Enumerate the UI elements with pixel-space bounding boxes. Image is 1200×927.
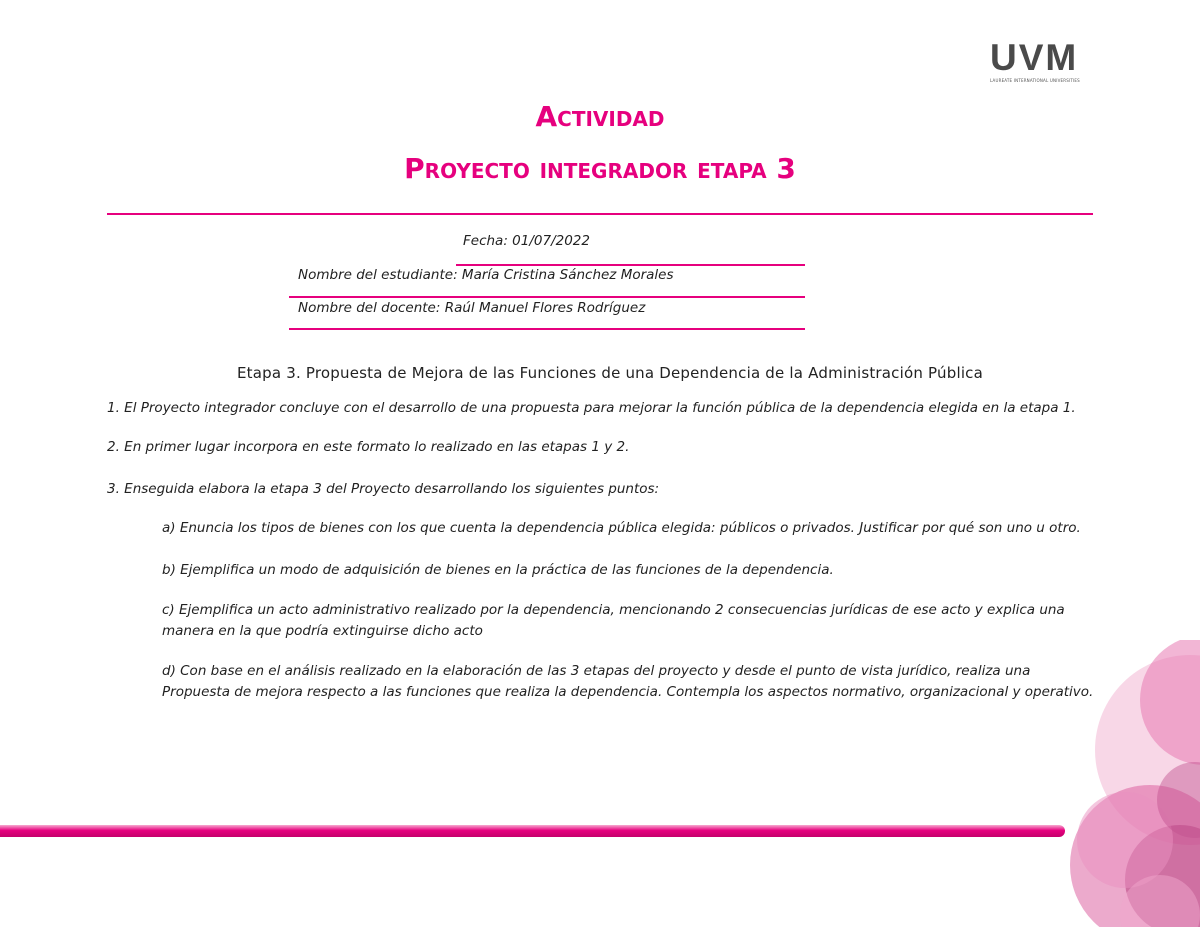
student-underline — [289, 296, 805, 298]
student-name-field: Nombre del estudiante: María Cristina Sánchez Morales — [298, 267, 674, 283]
logo-subtitle: LAUREATE INTERNATIONAL UNIVERSITIES — [990, 78, 1080, 83]
page-title: Actividad — [535, 100, 665, 133]
sub-point-d: d) Con base en el análisis realizado en la elaboración de las 3 etapas del proyecto y desde el punto de vista jurídico, realiza una Propuesta de mejora respecto a las funciones que realiza la dependencia. Contempla los aspectos normativo, organizacional y operativo. — [162, 663, 1094, 700]
footer-accent-bar — [0, 825, 1065, 837]
teacher-underline — [289, 328, 805, 330]
instruction-1: 1. El Proyecto integrador concluye con el desarrollo de una propuesta para mejorar la función pública de la dependencia elegida en la etapa 1. — [107, 400, 1076, 416]
decorative-circles — [1030, 640, 1200, 927]
sub-point-c: c) Ejemplifica un acto administrativo realizado por la dependencia, mencionando 2 consecuencias jurídicas de ese acto y explica una manera en la que podría extinguirse dicho acto — [162, 602, 1065, 639]
title-divider — [107, 213, 1093, 215]
date-underline — [456, 264, 805, 266]
uvm-logo — [990, 37, 1090, 83]
logo-mark: UVM — [990, 37, 1079, 78]
date-field: Fecha: 01/07/2022 — [463, 233, 590, 249]
instruction-3: 3. Enseguida elabora la etapa 3 del Proyecto desarrollando los siguientes puntos: — [107, 481, 660, 497]
page-subtitle: Proyecto integrador etapa 3 — [404, 152, 796, 185]
sub-point-b: b) Ejemplifica un modo de adquisición de bienes en la práctica de las funciones de la dependencia. — [162, 562, 834, 578]
section-heading: Etapa 3. Propuesta de Mejora de las Funciones de una Dependencia de la Administración Pública — [236, 364, 984, 382]
teacher-name-field: Nombre del docente: Raúl Manuel Flores Rodríguez — [298, 300, 646, 316]
sub-point-a: a) Enuncia los tipos de bienes con los que cuenta la dependencia pública elegida: públicos o privados. Justificar por qué son uno u otro. — [162, 520, 1081, 536]
instruction-2: 2. En primer lugar incorpora en este formato lo realizado en las etapas 1 y 2. — [107, 439, 630, 455]
